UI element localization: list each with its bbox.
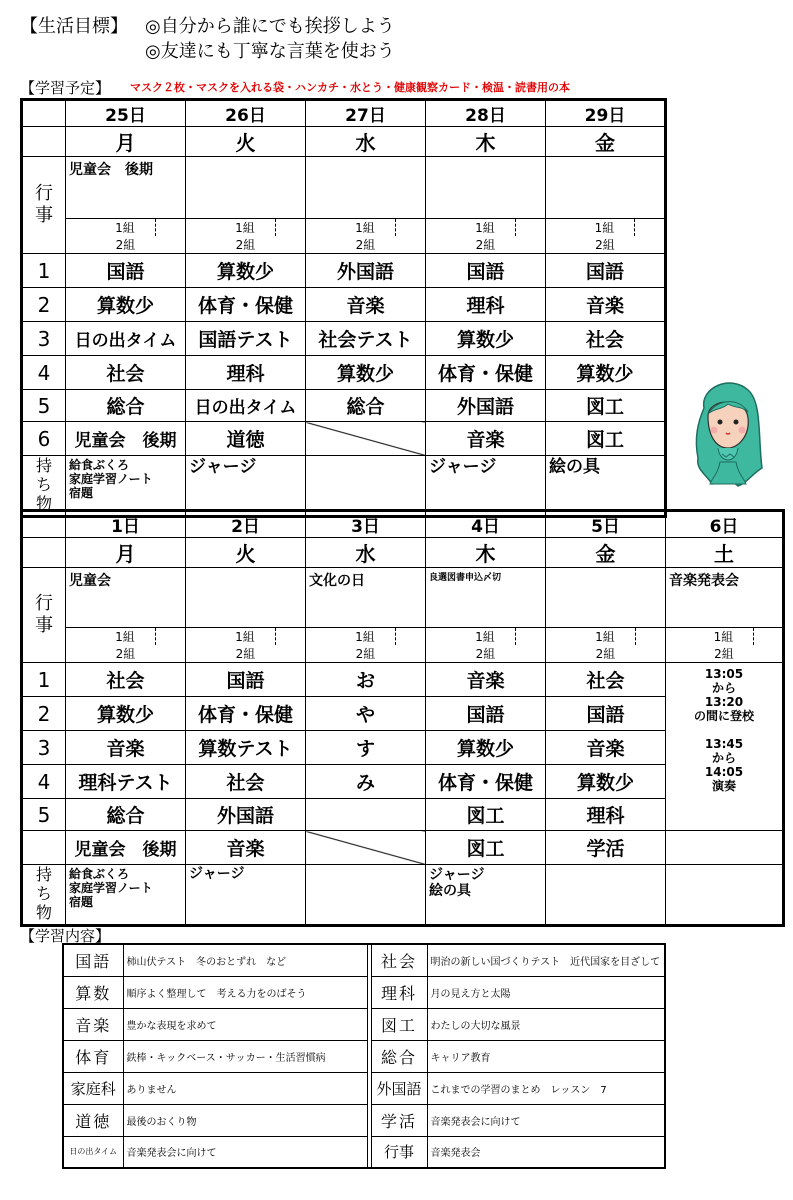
content-text: 豊かな表現を求めて [123,1008,367,1040]
content-subject: 行事 [371,1136,427,1168]
date-row [22,100,666,127]
content-row [63,944,665,976]
content-text: 月の見え方と太陽 [427,976,665,1008]
event-cell [306,157,426,219]
items-cell: ジャージ [186,865,306,926]
group-cell: 1組2組 [66,219,186,254]
content-text: キャリア教育 [427,1040,665,1072]
content-row [63,1008,665,1040]
items-cell: 給食ぶくろ 家庭学習ノート 宿題 [66,456,186,517]
diagonal-cell [306,831,426,865]
group-cell: 1組2組 [546,628,666,663]
subject-cell: 音楽 [546,731,666,765]
content-text: 鉄棒・キックベース・サッカー・生活習慣病 [123,1040,367,1072]
period-row [22,254,666,288]
subject-cell: 算数少 [66,288,186,322]
period-number: 3 [22,322,66,356]
saturday-note: 13:05 から 13:20 の間に登校 13:45 から 14:05 演奏 [666,663,784,831]
subject-cell: 国語 [426,254,546,288]
week1-timetable [20,98,667,518]
subject-cell: 音楽 [66,731,186,765]
content-subject: 学活 [371,1104,427,1136]
subject-cell: 児童会 後期 [66,422,186,456]
content-subject: 国語 [63,944,123,976]
items-cell: ジャージ 絵の具 [426,865,546,926]
content-text: 順序よく整理して 考える力をのばそう [123,976,367,1008]
weekday-row [22,538,784,568]
corner-cell [22,538,66,568]
content-row [63,976,665,1008]
subject-cell: 総合 [306,390,426,422]
period-number [22,831,66,865]
diagonal-cell [306,422,426,456]
items-cell: 給食ぶくろ 家庭学習ノート 宿題 [66,865,186,926]
group-row [22,219,666,254]
event-cell: 児童会 [66,568,186,628]
schedule-label: 【学習予定】 [20,79,111,97]
subject-cell: 社会 [186,765,306,799]
subject-cell: み [306,765,426,799]
event-cell [186,568,306,628]
subject-cell: 社会 [66,663,186,697]
subject-cell: 総合 [66,799,186,831]
subject-cell: 理科テスト [66,765,186,799]
date-cell: 2日 [186,511,306,538]
items-row [22,456,666,517]
subject-cell: 児童会 後期 [66,831,186,865]
subject-cell: 図工 [426,831,546,865]
subject-cell: 国語 [66,254,186,288]
subject-cell: 算数テスト [186,731,306,765]
items-header [22,456,66,517]
subject-cell: 体育・保健 [426,356,546,390]
weekday-cell: 月 [66,538,186,568]
event-label: 行事 [35,183,53,226]
subject-cell: 国語 [546,697,666,731]
group-cell: 1組2組 [306,628,426,663]
subject-cell: 外国語 [186,799,306,831]
items-row [22,865,784,926]
group-cell: 1組2組 [66,628,186,663]
items-label: 持ち物 [35,456,52,513]
content-row [63,1136,665,1168]
subject-cell: 算数少 [186,254,306,288]
date-cell: 27日 [306,100,426,127]
date-cell: 5日 [546,511,666,538]
goal-1: ◎自分から誰にでも挨拶しよう [145,16,395,37]
period-number: 1 [22,254,66,288]
content-subject: 体育 [63,1040,123,1072]
content-subject: 音楽 [63,1008,123,1040]
subject-cell: 国語 [186,663,306,697]
group-cell: 1組2組 [666,628,784,663]
content-text: 音楽発表会に向けて [427,1104,665,1136]
period-row [22,422,666,456]
group-cell: 1組2組 [186,219,306,254]
subject-cell: 算数少 [426,322,546,356]
content-text: 柿山伏テスト 冬のおとずれ など [123,944,367,976]
period-row [22,288,666,322]
group-cell: 1組2組 [426,628,546,663]
subject-cell: 音楽 [426,422,546,456]
content-subject: 理科 [371,976,427,1008]
items-header [22,865,66,926]
corner-cell [22,127,66,157]
subject-cell: 算数少 [66,697,186,731]
event-cell [546,157,666,219]
subject-cell: 道徳 [186,422,306,456]
period-number: 3 [22,731,66,765]
period-row [22,322,666,356]
period-row [22,663,784,697]
items-cell: 絵の具 [546,456,666,517]
subject-cell: 社会テスト [306,322,426,356]
date-cell: 6日 [666,511,784,538]
event-cell: 児童会 後期 [66,157,186,219]
period-number: 2 [22,697,66,731]
subject-cell: 国語 [546,254,666,288]
subject-cell: 体育・保健 [186,288,306,322]
subject-cell: 学活 [546,831,666,865]
items-cell [666,865,784,926]
content-subject: 道徳 [63,1104,123,1136]
event-cell: 良選図書申込〆切 [426,568,546,628]
event-cell [426,157,546,219]
group-row [22,628,784,663]
event-row [22,157,666,219]
event-header [22,157,66,254]
content-row [63,1104,665,1136]
subject-cell: 国語 [426,697,546,731]
event-cell [546,568,666,628]
items-cell [546,865,666,926]
subject-cell: 国語テスト [186,322,306,356]
content-text: ありません [123,1072,367,1104]
subject-cell: 算数少 [546,356,666,390]
corner-cell [22,511,66,538]
content-text: 音楽発表会に向けて [123,1136,367,1168]
subject-cell: お [306,663,426,697]
subject-cell: 図工 [426,799,546,831]
subject-cell: 外国語 [426,390,546,422]
content-subject: 日の出タイム [63,1136,123,1168]
items-cell [306,865,426,926]
subject-cell: 外国語 [306,254,426,288]
subject-cell: 総合 [66,390,186,422]
subject-cell: 算数少 [306,356,426,390]
content-subject: 図工 [371,1008,427,1040]
period-row [22,831,784,865]
subject-cell: 理科 [426,288,546,322]
subject-cell: 算数少 [426,731,546,765]
corner-cell [22,100,66,127]
period-row [22,390,666,422]
group-cell: 1組2組 [426,219,546,254]
weekday-cell: 水 [306,538,426,568]
content-text: 最後のおくり物 [123,1104,367,1136]
subject-cell: 社会 [546,663,666,697]
items-cell: ジャージ [426,456,546,517]
content-subject: 算数 [63,976,123,1008]
period-number: 5 [22,390,66,422]
period-number: 4 [22,356,66,390]
subject-cell: 理科 [546,799,666,831]
subject-cell: 日の出タイム [66,322,186,356]
event-cell [186,157,306,219]
items-cell: ジャージ [186,456,306,517]
subject-cell [306,799,426,831]
content-text: これまでの学習のまとめ レッスン 7 [427,1072,665,1104]
subject-cell: 社会 [546,322,666,356]
event-label: 行事 [35,593,53,636]
subject-cell [666,831,784,865]
group-cell: 1組2組 [186,628,306,663]
weekday-cell: 金 [546,538,666,568]
mermaid-character-icon [690,378,768,490]
period-number: 2 [22,288,66,322]
weekday-cell: 土 [666,538,784,568]
period-number: 4 [22,765,66,799]
event-cell: 文化の日 [306,568,426,628]
subject-cell: 図工 [546,390,666,422]
date-cell: 26日 [186,100,306,127]
content-subject: 外国語 [371,1072,427,1104]
subject-cell: 体育・保健 [426,765,546,799]
subject-cell: 体育・保健 [186,697,306,731]
subject-cell: 音楽 [546,288,666,322]
content-text: わたしの大切な風景 [427,1008,665,1040]
subject-cell: す [306,731,426,765]
weekday-cell: 金 [546,127,666,157]
weekday-cell: 水 [306,127,426,157]
period-number: 1 [22,663,66,697]
date-row [22,511,784,538]
event-cell: 音楽発表会 [666,568,784,628]
items-cell [306,456,426,517]
weekday-cell: 月 [66,127,186,157]
subject-cell: 音楽 [306,288,426,322]
period-number: 5 [22,799,66,831]
weekday-cell: 木 [426,127,546,157]
date-cell: 1日 [66,511,186,538]
content-row [63,1072,665,1104]
subject-cell: 算数少 [546,765,666,799]
weekday-cell: 木 [426,538,546,568]
event-row [22,568,784,628]
group-cell: 1組2組 [306,219,426,254]
content-subject: 社会 [371,944,427,976]
subject-cell: 音楽 [186,831,306,865]
date-cell: 29日 [546,100,666,127]
subject-cell: 日の出タイム [186,390,306,422]
weekday-row [22,127,666,157]
period-number: 6 [22,422,66,456]
content-table [62,943,666,1169]
group-cell: 1組2組 [546,219,666,254]
content-subject: 家庭科 [63,1072,123,1104]
subject-cell: 社会 [66,356,186,390]
subject-cell: 理科 [186,356,306,390]
period-row [22,356,666,390]
content-text: 明治の新しい国づくりテスト 近代国家を目ざして [427,944,665,976]
week2-timetable [20,509,785,927]
goal-label: 【生活目標】 [20,16,128,37]
subject-cell: 音楽 [426,663,546,697]
schedule-items: マスク２枚・マスクを入れる袋・ハンカチ・水とう・健康観察カード・検温・読書用の本 [130,81,570,94]
content-text: 音楽発表会 [427,1136,665,1168]
subject-cell: 図工 [546,422,666,456]
content-row [63,1040,665,1072]
date-cell: 4日 [426,511,546,538]
content-label: 【学習内容】 [20,927,111,945]
date-cell: 28日 [426,100,546,127]
date-cell: 25日 [66,100,186,127]
weekday-cell: 火 [186,538,306,568]
date-cell: 3日 [306,511,426,538]
goal-2: ◎友達にも丁寧な言葉を使おう [145,41,395,62]
subject-cell: や [306,697,426,731]
weekday-cell: 火 [186,127,306,157]
items-label: 持ち物 [35,865,52,922]
content-subject: 総合 [371,1040,427,1072]
event-header [22,568,66,663]
